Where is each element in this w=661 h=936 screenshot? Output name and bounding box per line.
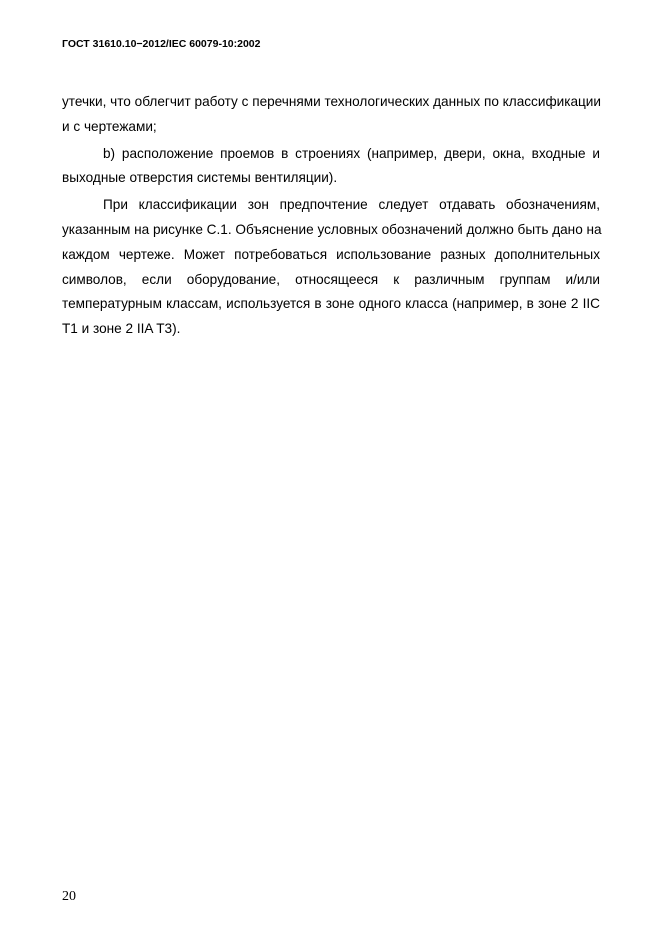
text-line: выходные отверстия системы вентиляции). [62, 170, 338, 186]
text-line: При классификации зон предпочтение следует отдавать обозначениям, [103, 197, 600, 213]
paragraph-continuation [62, 92, 600, 142]
text-line: символов, если оборудование, относящееся к различным группам и/или [62, 271, 600, 287]
text-line: Т1 и зоне 2 IIA T3). [62, 321, 181, 337]
document-header: ГОСТ 31610.10−2012/IEC 60079-10:2002 [62, 38, 261, 50]
paragraph-list-item-b [62, 144, 600, 194]
paragraph-classification [62, 195, 600, 344]
document-body [62, 92, 600, 346]
text-line: температурным классам, используется в зоне одного класса (например, в зоне 2 IIC [62, 296, 600, 312]
text-line: каждом чертеже. Может потребоваться использование разных дополнительных [62, 246, 600, 262]
text-line: b) расположение проемов в строениях (например, двери, окна, входные и [103, 145, 600, 161]
text-line: указанным на рисунке С.1. Объяснение условных обозначений должно быть дано на [62, 221, 602, 237]
text-line: утечки, что облегчит работу с перечнями технологических данных по классификации [62, 94, 601, 109]
page-number: 20 [62, 889, 76, 904]
text-line: и с чертежами; [62, 118, 157, 134]
